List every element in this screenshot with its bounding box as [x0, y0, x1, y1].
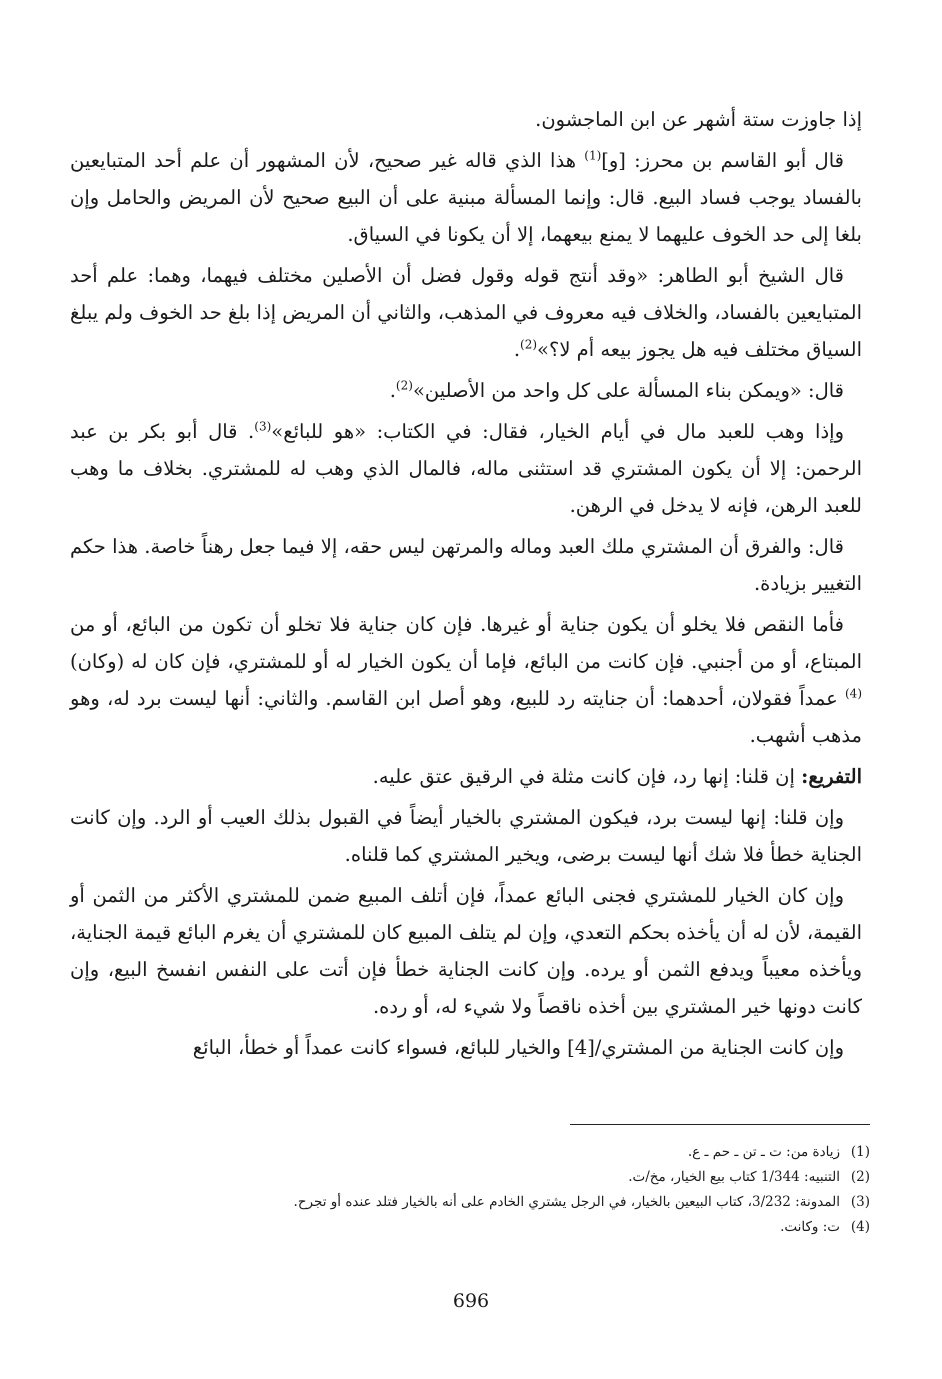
text-run: . — [389, 379, 396, 402]
footnote-text: التنبيه: 1/344 كتاب بيع الخيار، مخ/ت. — [628, 1169, 840, 1185]
paragraph — [70, 413, 862, 524]
footnote — [78, 1215, 870, 1240]
footnote-number: (1) — [850, 1144, 870, 1160]
text-run: عمداً فقولان، أحدهما: أن جنايته رد للبيع، وهو أصل ابن القاسم. والثاني: أنها ليست برد له، وهو مذهب أشهب. — [70, 687, 862, 747]
text-run: قال الشيخ أبو الطاهر: «وقد أنتج قوله وقول فضل أن الأصلين مختلف فيهما، وهما: علم أحد المتبايعين بالفساد، والخلاف فيه معروف في المذهب، والثاني أن المريض إذا بلغ حد الخوف ولم يبلغ السياق مختلف فيه هل يجوز بيعه أم لا؟» — [70, 264, 862, 361]
paragraph — [70, 606, 862, 754]
text-run: وإن قلنا: إنها ليست برد، فيكون المشتري بالخيار أيضاً في القبول بذلك العيب أو الرد. وإن كانت الجناية خطأ فلا شك أنها ليست برضى، ويخير المشتري كما قلناه. — [70, 806, 862, 866]
footnote-separator — [570, 1124, 870, 1125]
footnote-number: (3) — [850, 1194, 870, 1210]
paragraph — [70, 528, 862, 602]
footnote-number: (4) — [850, 1219, 870, 1235]
footnote — [78, 1140, 870, 1165]
page-number: 696 — [452, 1290, 490, 1312]
paragraph — [70, 799, 862, 873]
section-heading: التفريع: — [801, 765, 862, 788]
text-run: وإن كانت الجناية من المشتري/[4] والخيار للبائع، فسواء كانت عمداً أو خطأ، البائع — [192, 1036, 844, 1059]
text-run: فأما النقص فلا يخلو أن يكون جناية أو غيرها. فإن كان جناية فلا تخلو أن تكون من البائع، أو من المبتاع، أو من أجنبي. فإن كانت من البائع، فإما أن يكون الخيار له أو للمشتري، فإن كان له (وكان) — [70, 613, 862, 673]
paragraph — [70, 142, 862, 253]
footnote-number: (2) — [850, 1169, 870, 1185]
text-run: وإن كان الخيار للمشتري فجنى البائع عمداً، فإن أتلف المبيع ضمن للمشتري الأكثر من الثمن أو القيمة، لأن له أن يأخذه بحكم التعدي، وإن لم يتلف المبيع كان للمشتري أن يغرم البائع قيمة الجناية، ويأخذه معيباً ويدفع الثمن أو يرده. وإن كانت الجناية خطأ فإن أتت على النفس انفسخ البيع، وإن كانت دونها خير المشتري بين أخذه ناقصاً ولا شيء له، أو رده. — [70, 884, 862, 1018]
text-run: إذا جاوزت ستة أشهر عن ابن الماجشون. — [535, 108, 862, 131]
paragraph — [70, 372, 862, 409]
paragraph — [70, 101, 862, 138]
footnote-ref: (1) — [584, 148, 602, 163]
footnote-ref: (4) — [844, 686, 862, 701]
footnotes — [78, 1140, 870, 1240]
text-run: وإذا وهب للعبد مال في أيام الخيار، فقال: في الكتاب: «هو للبائع» — [271, 420, 844, 443]
footnote-text: زيادة من: ت ـ تن ـ حم ـ ع. — [687, 1144, 840, 1160]
footnote-ref: (2) — [520, 337, 538, 352]
footnote-text: ت: وكانت. — [780, 1219, 840, 1235]
text-run: . — [513, 338, 521, 361]
paragraph — [70, 257, 862, 368]
text-run: . قال أبو بكر بن عبد الرحمن: إلا أن يكون المشتري قد استثنى ماله، فالمال الذي وهب له للمشتري. بخلاف ما وهب للعبد الرهن، فإنه لا يدخل في الرهن. — [70, 420, 862, 517]
footnote-ref: (3) — [254, 419, 272, 434]
paragraph — [70, 1029, 862, 1066]
text-run: قال: والفرق أن المشتري ملك العبد وماله والمرتهن ليس حقه، إلا فيما جعل رهناً خاصة. هذا حكم التغيير بزيادة. — [70, 535, 862, 595]
footnote — [78, 1190, 870, 1215]
text-run: هذا الذي قاله غير صحيح، لأن المشهور أن علم أحد المتبايعين بالفساد يوجب فساد البيع. قال: وإنما المسألة مبنية على أن البيع صحيح لأن المريض والحامل وإن بلغا إلى حد الخوف عليهما لا يمنع بيعهما، إلا أن يكونا في السياق. — [70, 149, 862, 246]
text-run: إن قلنا: إنها رد، فإن كانت مثلة في الرقيق عتق عليه. — [372, 765, 802, 788]
paragraph — [70, 758, 862, 795]
paragraph — [70, 877, 862, 1025]
footnote-text: المدونة: 3/232، كتاب البيعين بالخيار، في الرجل يشتري الخادم على أنه بالخيار فتلد عنده أو تجرح. — [293, 1194, 840, 1210]
footnote — [78, 1165, 870, 1190]
text-run: قال أبو القاسم بن محرز: [و] — [601, 149, 844, 172]
footnote-ref: (2) — [395, 378, 413, 393]
text-run: قال: «ويمكن بناء المسألة على كل واحد من الأصلين» — [412, 379, 844, 402]
main-text — [70, 101, 862, 1070]
